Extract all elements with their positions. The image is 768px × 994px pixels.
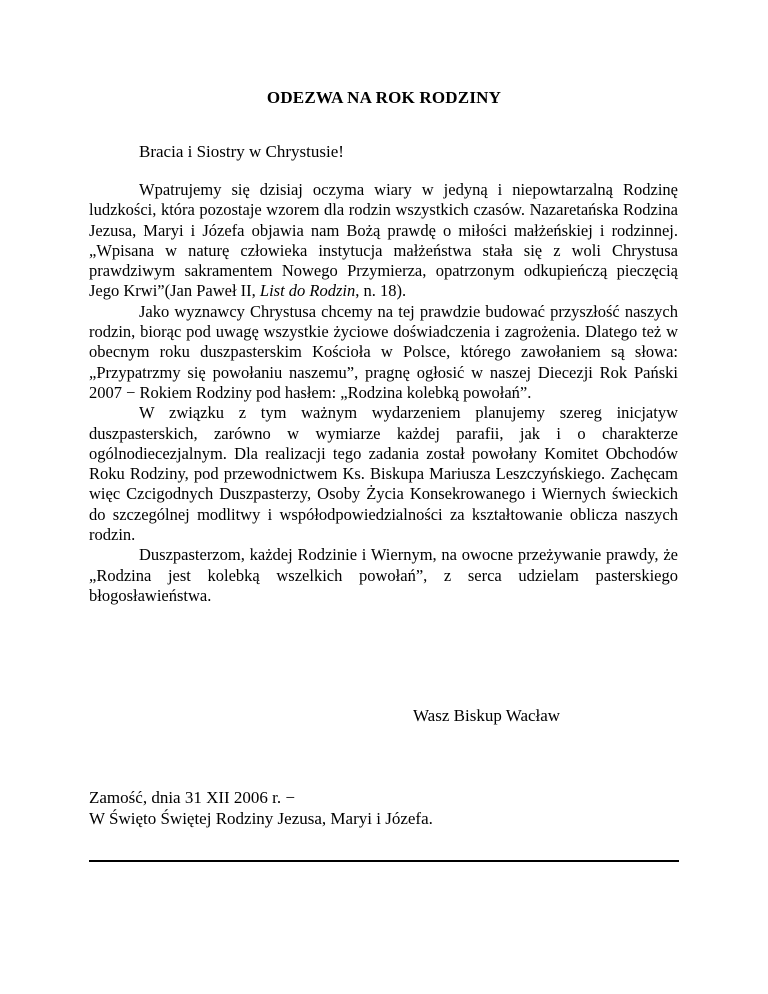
paragraph-3: W związku z tym ważnym wydarzeniem planujemy szereg inicjatyw duszpasterskich, zarówno w wymiarze każdej parafii, jak i o charakterze ogólnodiecezjalnym. Dla realizacji tego zadania został powołany Komitet Obchodów Roku Rodziny, pod przewodnictwem Ks. Biskupa Mariusza Leszczyńskiego. Zachęcam więc Czcigodnych Duszpasterzy, Osoby Życia Konsekrowanego i Wiernych świeckich do szczególnej modlitwy i współodpowiedzialności za kształtowanie oblicza naszych rodzin. — [89, 403, 678, 545]
signature: Wasz Biskup Wacław — [413, 706, 561, 725]
document-title: ODEZWA NA ROK RODZINY — [266, 88, 502, 107]
paragraph-1 — [89, 180, 678, 302]
place-date-block — [89, 788, 433, 829]
bottom-divider — [89, 860, 679, 862]
place-date-line: Zamość, dnia 31 XII 2006 r. − — [89, 788, 295, 807]
paragraph-1-text: Wpatrujemy się dzisiaj oczyma wiary w jedyną i niepowtarzalną Rodzinę ludzkości, która pozostaje wzorem dla rodzin wszystkich czasów. Nazaretańska Rodzina Jezusa, Maryi i Józefa objawia nam Bożą prawdę o miłości małżeńskiej i rodzinnej. „Wpisana w naturę człowieka instytucja małżeństwa stała się z woli Chrystusa prawdziwym sakramentem Nowego Przymierza, opatrzonym odkupieńczą pieczęcią Jego Krwi”(Jan Paweł II, — [89, 180, 678, 301]
paragraph-1-citation-end: , n. 18). — [355, 281, 407, 301]
greeting: Bracia i Siostry w Chrystusie! — [139, 142, 344, 161]
paragraph-2: Jako wyznawcy Chrystusa chcemy na tej prawdzie budować przyszłość naszych rodzin, biorąc pod uwagę wszystkie życiowe doświadczenia i zagrożenia. Dlatego też w obecnym roku duszpasterskim Kościoła w Polsce, którego zawołaniem są słowa: „Przypatrzmy się powołaniu naszemu”, pragnę ogłosić w naszej Diecezji Rok Pański 2007 − Rokiem Rodziny pod hasłem: „Rodzina kolebką powołań”. — [89, 301, 678, 402]
feast-day-line: W Święto Świętej Rodziny Jezusa, Maryi i Józefa. — [89, 808, 433, 828]
letter-body — [89, 180, 678, 606]
paragraph-4: Duszpasterzom, każdej Rodzinie i Wiernym, na owocne przeżywanie prawdy, że „Rodzina jest kolebką wszelkich powołań”, z serca udzielam pasterskiego błogosławieństwa. — [89, 545, 678, 605]
cited-work-title: List do Rodzin — [259, 281, 356, 301]
